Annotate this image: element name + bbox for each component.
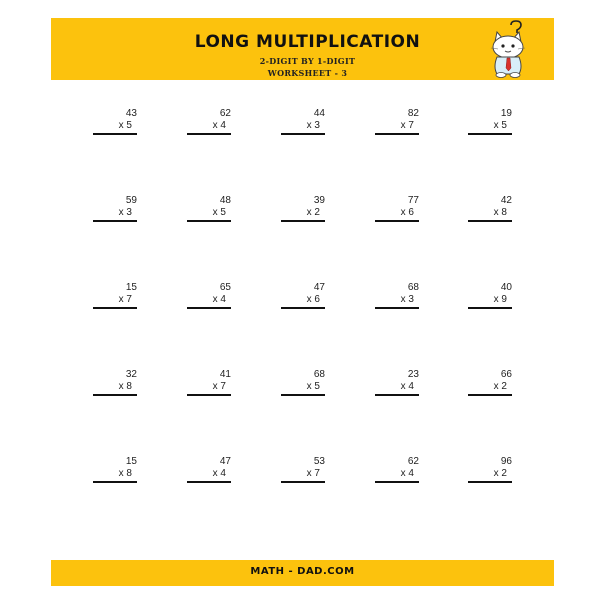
problem-item bbox=[93, 369, 137, 396]
multiplier: x 7 bbox=[118, 294, 132, 305]
multiplicand: 15 bbox=[125, 456, 137, 467]
multiplicand: 66 bbox=[500, 369, 512, 380]
answer-line bbox=[281, 394, 325, 396]
answer-line bbox=[93, 307, 137, 309]
problem-item bbox=[93, 108, 137, 135]
answer-line bbox=[187, 481, 231, 483]
answer-line bbox=[187, 394, 231, 396]
multiplicand: 96 bbox=[500, 456, 512, 467]
problem-item bbox=[187, 369, 231, 396]
multiplicand: 42 bbox=[500, 195, 512, 206]
multiplier: x 2 bbox=[306, 207, 320, 218]
answer-line bbox=[281, 481, 325, 483]
problem-item bbox=[281, 108, 325, 135]
multiplier: x 4 bbox=[212, 468, 226, 479]
answer-line bbox=[468, 481, 512, 483]
problem-item bbox=[187, 108, 231, 135]
multiplier: x 5 bbox=[212, 207, 226, 218]
answer-line bbox=[468, 133, 512, 135]
answer-line bbox=[375, 220, 419, 222]
multiplicand: 68 bbox=[313, 369, 325, 380]
multiplicand: 32 bbox=[125, 369, 137, 380]
problem-item bbox=[93, 282, 137, 309]
problem-item bbox=[93, 456, 137, 483]
multiplicand: 59 bbox=[125, 195, 137, 206]
multiplier: x 6 bbox=[400, 207, 414, 218]
worksheet-title: LONG MULTIPLICATION bbox=[194, 32, 421, 52]
problem-item bbox=[375, 456, 419, 483]
multiplier: x 3 bbox=[400, 294, 414, 305]
answer-line bbox=[281, 220, 325, 222]
multiplicand: 23 bbox=[407, 369, 419, 380]
problem-item bbox=[375, 282, 419, 309]
answer-line bbox=[375, 307, 419, 309]
multiplicand: 48 bbox=[219, 195, 231, 206]
multiplicand: 82 bbox=[407, 108, 419, 119]
problem-item bbox=[187, 282, 231, 309]
answer-line bbox=[468, 394, 512, 396]
multiplicand: 39 bbox=[313, 195, 325, 206]
multiplicand: 41 bbox=[219, 369, 231, 380]
problem-item bbox=[375, 369, 419, 396]
answer-line bbox=[93, 220, 137, 222]
problem-item bbox=[281, 282, 325, 309]
multiplier: x 6 bbox=[306, 294, 320, 305]
problem-item bbox=[468, 282, 512, 309]
multiplier: x 2 bbox=[493, 381, 507, 392]
multiplier: x 8 bbox=[118, 381, 132, 392]
multiplicand: 40 bbox=[500, 282, 512, 293]
multiplier: x 5 bbox=[306, 381, 320, 392]
multiplicand: 47 bbox=[219, 456, 231, 467]
answer-line bbox=[375, 133, 419, 135]
problem-item bbox=[468, 195, 512, 222]
worksheet-subtitle: 2-DIGIT BY 1-DIGIT bbox=[259, 56, 356, 66]
answer-line bbox=[281, 307, 325, 309]
multiplicand: 43 bbox=[125, 108, 137, 119]
multiplier: x 4 bbox=[400, 381, 414, 392]
multiplier: x 3 bbox=[306, 120, 320, 131]
multiplier: x 9 bbox=[493, 294, 507, 305]
problem-item bbox=[468, 456, 512, 483]
problem-item bbox=[281, 195, 325, 222]
multiplicand: 15 bbox=[125, 282, 137, 293]
multiplier: x 7 bbox=[400, 120, 414, 131]
footer-site-name: MATH - DAD.COM bbox=[250, 566, 355, 577]
multiplicand: 62 bbox=[219, 108, 231, 119]
multiplier: x 8 bbox=[118, 468, 132, 479]
answer-line bbox=[281, 133, 325, 135]
answer-line bbox=[187, 307, 231, 309]
multiplier: x 8 bbox=[493, 207, 507, 218]
problem-item bbox=[93, 195, 137, 222]
multiplier: x 5 bbox=[493, 120, 507, 131]
worksheet-number: WORKSHEET - 3 bbox=[267, 68, 348, 78]
multiplier: x 4 bbox=[400, 468, 414, 479]
footer-banner bbox=[51, 560, 554, 586]
problem-item bbox=[375, 108, 419, 135]
multiplier: x 2 bbox=[493, 468, 507, 479]
problem-item bbox=[468, 108, 512, 135]
answer-line bbox=[187, 133, 231, 135]
answer-line bbox=[468, 220, 512, 222]
problem-item bbox=[281, 369, 325, 396]
answer-line bbox=[375, 394, 419, 396]
multiplier: x 4 bbox=[212, 120, 226, 131]
multiplier: x 7 bbox=[212, 381, 226, 392]
problem-item bbox=[187, 195, 231, 222]
answer-line bbox=[375, 481, 419, 483]
multiplicand: 68 bbox=[407, 282, 419, 293]
answer-line bbox=[93, 133, 137, 135]
problem-item bbox=[281, 456, 325, 483]
problem-item bbox=[468, 369, 512, 396]
multiplicand: 53 bbox=[313, 456, 325, 467]
header-banner bbox=[51, 18, 554, 80]
cat-mascot-icon bbox=[483, 20, 535, 78]
answer-line bbox=[468, 307, 512, 309]
multiplier: x 5 bbox=[118, 120, 132, 131]
multiplicand: 44 bbox=[313, 108, 325, 119]
multiplier: x 7 bbox=[306, 468, 320, 479]
multiplicand: 47 bbox=[313, 282, 325, 293]
multiplier: x 3 bbox=[118, 207, 132, 218]
answer-line bbox=[187, 220, 231, 222]
answer-line bbox=[93, 481, 137, 483]
answer-line bbox=[93, 394, 137, 396]
multiplicand: 65 bbox=[219, 282, 231, 293]
multiplicand: 77 bbox=[407, 195, 419, 206]
problem-item bbox=[375, 195, 419, 222]
multiplicand: 62 bbox=[407, 456, 419, 467]
multiplier: x 4 bbox=[212, 294, 226, 305]
multiplicand: 19 bbox=[500, 108, 512, 119]
problem-item bbox=[187, 456, 231, 483]
